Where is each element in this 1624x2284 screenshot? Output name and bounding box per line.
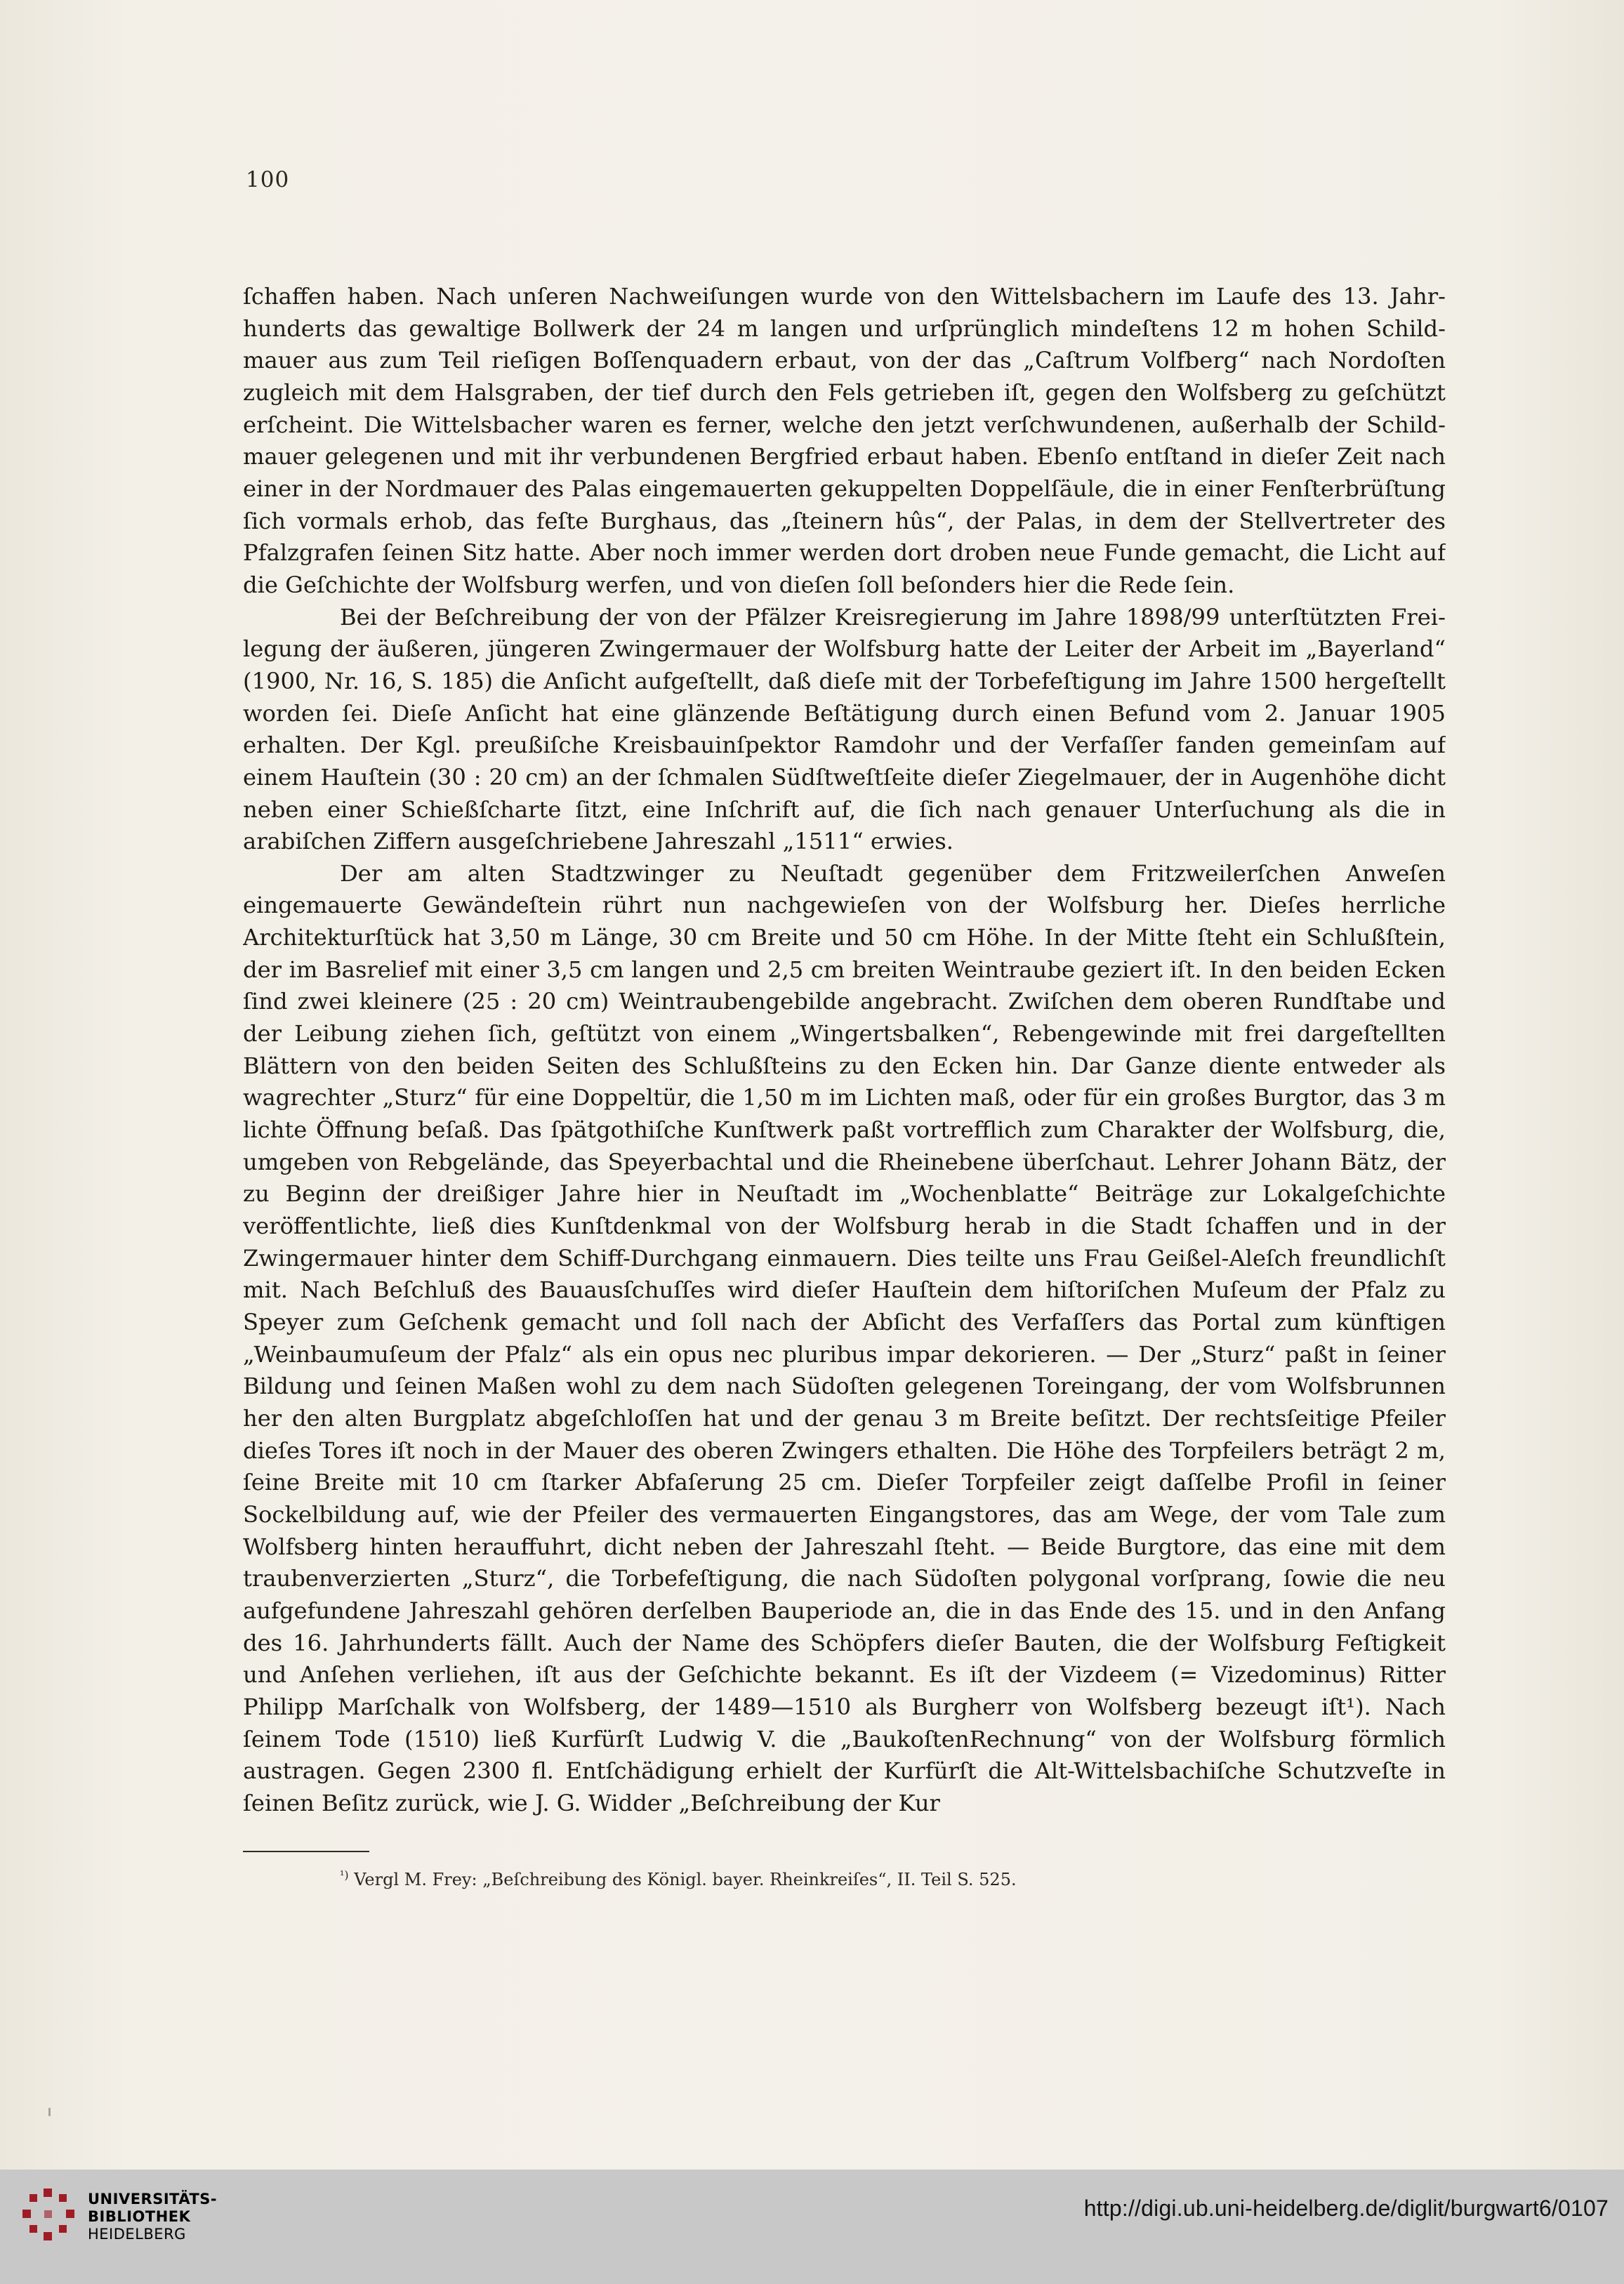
footnote <box>340 1864 1407 1891</box>
paragraph-2: Bei der Beſchreibung der von der Pfälzer Kreisregierung im Jahre 1898/99 unterſtützten Freilegung der äußeren, jüngeren Zwingermauer der Wolfsburg hatte der Leiter der Arbeit im „Bayerland“ (1900, Nr. 16, S. 185) die Anſicht aufgeſtellt, daß dieſe mit der Torbefeſtigung im Jahre 1500 hergeſtellt worden ſei. Dieſe Anſicht hat eine glänzende Beſtätigung durch einen Befund vom 2. Januar 1905 erhalten. Der Kgl. preußiſche Kreisbauinſpektor Ramdohr und der Verfaſſer fanden gemeinſam auf einem Hauſtein (30 : 20 cm) an der ſchmalen Südſtweſtſeite dieſer Ziegelmauer, der in Augenhöhe dicht neben einer Schießſcharte ſitzt, eine Inſchrift auf, die ſich nach genauer Unterſuchung als die in arabiſchen Ziffern ausgeſchriebene Jahreszahl „1511“ erwies. <box>243 603 1446 855</box>
paragraph-1: ſchaffen haben. Nach unſeren Nachweiſungen wurde von den Wittelsbachern im Laufe des 13. Jahrhunderts das gewaltige Bollwerk der 24 m langen und urſprünglich mindeſtens 12 m hohen Schildmauer aus zum Teil rieſigen Boſſenquadern erbaut, von der das „Caſtrum Volfberg“ nach Nordoſten zugleich mit dem Halsgraben, der tief durch den Fels getrieben iſt, gegen den Wolfsberg zu geſchützt erſcheint. Die Wittelsbacher waren es ferner, welche den jetzt verſchwundenen, außerhalb der Schildmauer gelegenen und mit ihr verbundenen Bergfried erbaut haben. Ebenſo entſtand in dieſer Zeit nach einer in der Nordmauer des Palas eingemauerten gekuppelten Doppelſäule, die in einer Fenſterbrüſtung ſich vormals erhob, das feſte Burghaus, das „ſteinern hûs“, der Palas, in dem der Stellvertreter des Pfalzgrafen ſeinen Sitz hatte. Aber noch immer werden dort droben neue Funde gemacht, die Licht auf die Geſchichte der Wolfsburg werfen, und von dieſen ſoll beſonders hier die Rede ſein. <box>243 283 1446 598</box>
paragraph-3: Der am alten Stadtzwinger zu Neuſtadt gegenüber dem Fritzweilerſchen Anweſen eingemauerte Gewändeſtein rührt nun nachgewieſen von der Wolfsburg her. Dieſes herrliche Architekturſtück hat 3,50 m Länge, 30 cm Breite und 50 cm Höhe. In der Mitte ſteht ein Schlußſtein, der im Basrelief mit einer 3,5 cm langen und 2,5 cm breiten Weintraube geziert iſt. In den beiden Ecken ſind zwei kleinere (25 : 20 cm) Weintraubengebilde angebracht. Zwiſchen dem oberen Rundſtabe und der Leibung ziehen ſich, geſtützt von einem „Wingertsbalken“, Rebengewinde mit frei dargeſtellten Blättern von den beiden Seiten des Schlußſteins zu den Ecken hin. Dar Ganze diente entweder als wagrechter „Sturz“ für eine Doppeltür, die 1,50 m im Lichten maß, oder für ein großes Burgtor, das 3 m lichte Öffnung beſaß. Das ſpätgothiſche Kunſtwerk paßt vortrefflich zum Charakter der Wolfsburg, die, umgeben von Rebgelände, das Speyerbachtal und die Rheinebene überſchaut. Lehrer Johann Bätz, der zu Beginn der dreißiger Jahre hier in Neuſtadt im „Wochenblatte“ Beiträge zur Lokalgeſchichte veröffentlichte, ließ dies Kunſtdenkmal von der Wolfsburg herab in die Stadt ſchaffen und in der Zwingermauer hinter dem Schiff-Durchgang einmauern. Dies teilte uns Frau Geißel-Aleſch freundlichſt mit. Nach Beſchluß des Bauausſchuſſes wird dieſer Hauſtein dem hiſtoriſchen Muſeum der Pfalz zu Speyer zum Geſchenk gemacht und ſoll nach der Abſicht des Verfaſſers das Portal zum künftigen „Weinbaumuſeum der Pfalz“ als ein opus nec pluribus impar dekorieren. — Der „Sturz“ paßt in ſeiner Bildung und ſeinen Maßen wohl zu dem nach Südoſten gelegenen Toreingang, der vom Wolfsbrunnen her den alten Burgplatz abgeſchloſſen hat und der genau 3 m Breite beſitzt. Der rechtsſeitige Pfeiler dieſes Tores iſt noch in der Mauer des oberen Zwingers ethalten. Die Höhe des Torpfeilers beträgt 2 m, ſeine Breite mit 10 cm ſtarker Abfaſerung 25 cm. Dieſer Torpfeiler zeigt daſſelbe Profil in ſeiner Sockelbildung auf, wie der Pfeiler des vermauerten Eingangstores, das am Wege, der vom Tale zum Wolfsberg hinten herauffuhrt, dicht neben der Jahreszahl ſteht. — Beide Burgtore, das eine mit dem traubenverzierten „Sturz“, die Torbefeſtigung, die nach Südoſten polygonal vorſprang, ſowie die neu aufgefundene Jahreszahl gehören derſelben Bauperiode an, die in das Ende des 15. und in den Anfang des 16. Jahrhunderts fällt. Auch der Name des Schöpfers dieſer Bauten, die der Wolfsburg Feſtigkeit und Anſehen verliehen, iſt aus der Geſchichte bekannt. Es iſt der Vizdeem (= Vizedominus) Ritter Philipp Marſchalk von Wolfsberg, der 1489—1510 als Burgherr von Wolfsberg bezeugt iſt¹). Nach ſeinem Tode (1510) ließ Kurfürſt Ludwig V. die „BaukoſtenRechnung“ von der Wolfsburg förmlich austragen. Gegen 2300 fl. Entſchädigung erhielt der Kurfürſt die Alt-Wittelsbachiſche Schutzveſte in ſeinen Beſitz zurück, wie J. G. Widder „Beſchreibung der Kur <box>243 859 1446 1816</box>
library-name <box>88 2191 256 2243</box>
source-url-link[interactable]: http://digi.ub.uni-heidelberg.de/diglit/burgwart6/0107 <box>1083 2196 1609 2221</box>
library-name-line-2: BIBLIOTHEK <box>88 2208 191 2225</box>
university-library-logo-icon <box>18 2184 81 2247</box>
footnote-divider <box>243 1851 369 1852</box>
body-text <box>243 281 1446 1875</box>
library-name-line-1: UNIVERSITÄTS- <box>88 2191 218 2207</box>
footnote-marker: ¹) <box>340 1868 349 1882</box>
page-speck <box>48 2108 51 2116</box>
library-name-line-3: HEIDELBERG <box>88 2226 186 2243</box>
page-number: 100 <box>246 167 290 192</box>
footnote-text: Vergl M. Frey: „Beſchreibung des Königl. bayer. Rheinkreiſes“, II. Teil S. 525. <box>354 1870 1017 1889</box>
